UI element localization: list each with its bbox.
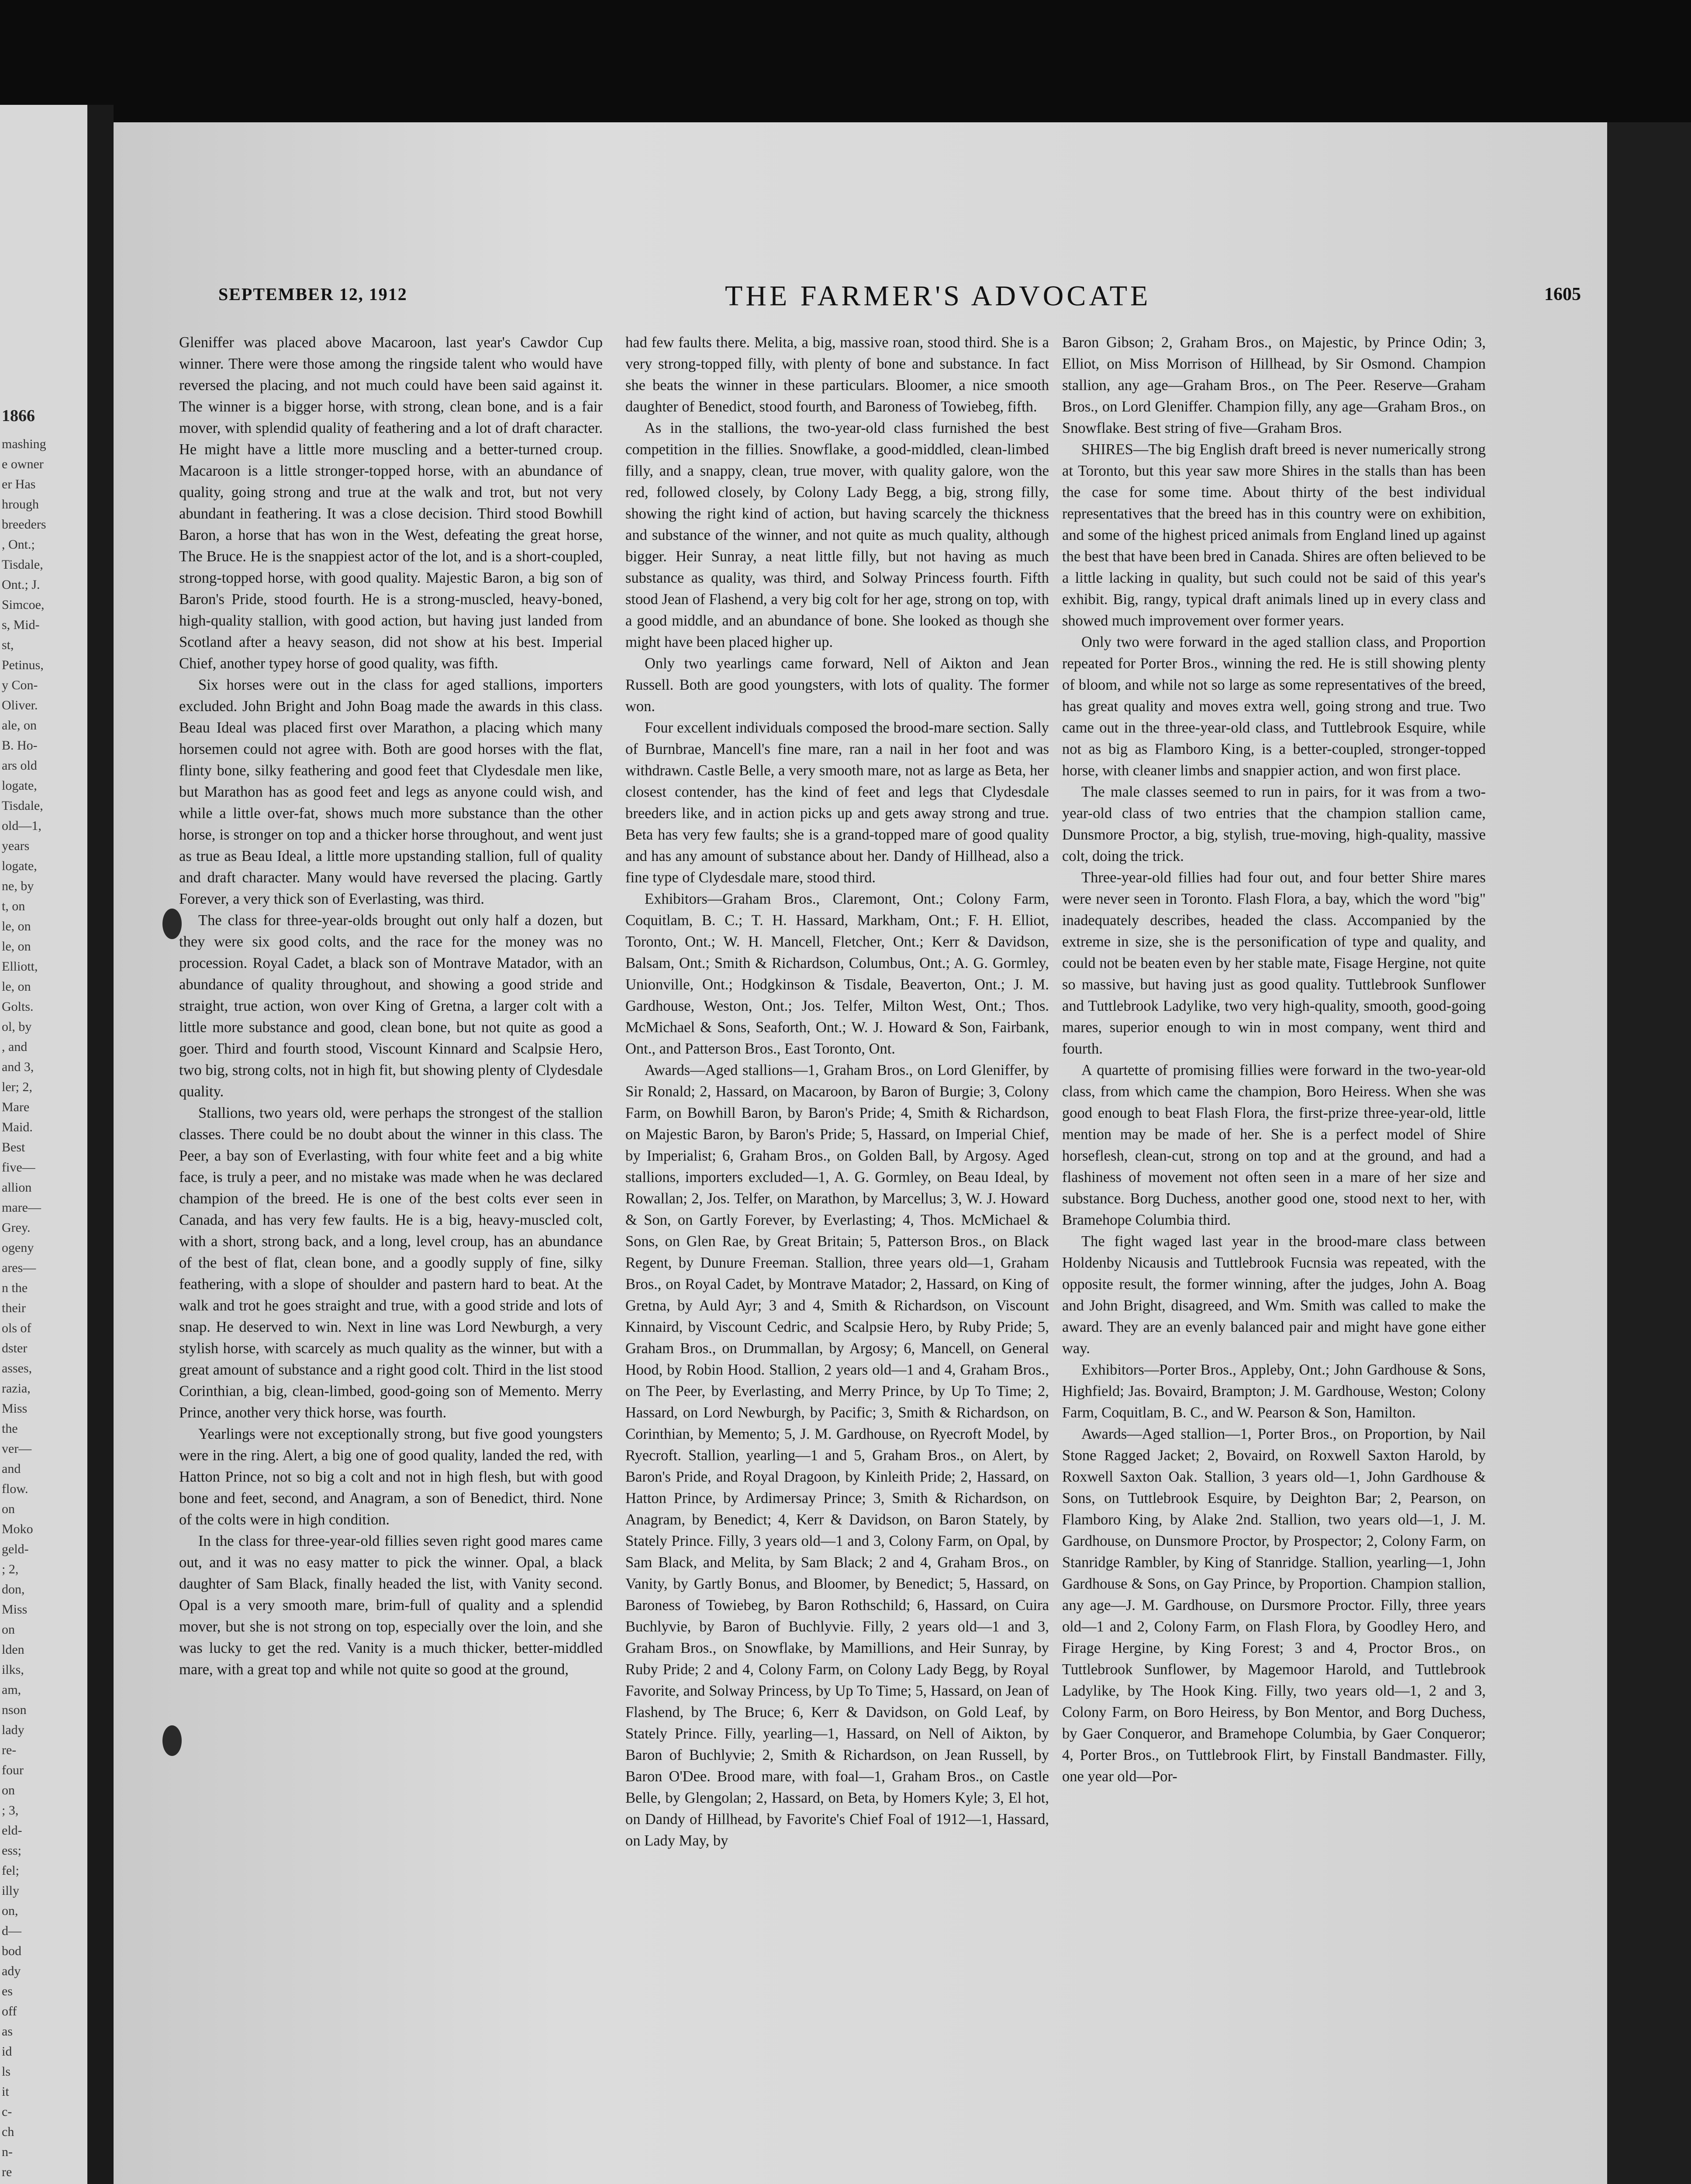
left-page-text-fragment: dster xyxy=(2,1341,28,1355)
left-page-text-fragment: years xyxy=(2,839,30,853)
paragraph: Awards—Aged stallion—1, Porter Bros., on Proportion, by Nail Stone Ragged Jacket; 2, Bovaird, on Roxwell Saxton Harold, by Roxwell Saxton Oak. Stallion, 3 years old—1, John Gardhouse & Sons, on Tuttlebrook Esquire, by Deighton Bar; 2, Pearson, on Flamboro King, by Alake 2nd. Stallion, two years old—1, J. M. Gardhouse, on Dunsmore Proctor, by Prospector; 2, Colony Farm, on Stanridge Rambler, by King of Stanridge. Stallion, yearling—1, John Gardhouse & Sons, on Gay Prince, by Proportion. Champion stallion, any age—J. M. Gardhouse, on Dursmore Proctor. Filly, three years old—1 and 2, Colony Farm, on Flash Flora, by Goodley Hero, and Firage Hergine, by King Forest; 3 and 4, Proctor Bros., on Tuttlebrook Sunflower, by Magemoor Harold, and Tuttlebrook Ladylike, by The Hook King. Filly, two years old—1, 2 and 3, Colony Farm, on Boro Heiress, by Bon Mentor, and Borg Duchess, by Gaer Conqueror, and Bramehope Columbia, by Gaer Conqueror; 4, Porter Bros., on Tuttlebrook Flirt, by Finstall Bandmaster. Filly, one year old—Por- xyxy=(1062,1426,1486,1785)
left-page-text-fragment: on xyxy=(2,1783,15,1797)
paragraph: A quartette of promising fillies were forward in the two-year-old class, from which came the champion, Boro Heiress. When she was good enough to beat Flash Flora, the first-prize three-year-old, little mention may be made of her. She is a perfect model of Shire horseflesh, clean-cut, strong on top and at the ground, and had a flashiness of movement not often seen in a mare of her size and substance. Borg Duchess, another good one, stood next to her, with Bramehope Columbia third. xyxy=(1062,1062,1486,1228)
left-page-text-fragment: d— xyxy=(2,1924,21,1938)
left-page-text-fragment: four xyxy=(2,1763,24,1777)
left-page-text-fragment: on xyxy=(2,1502,15,1516)
left-page-text-fragment: Ont.; J. xyxy=(2,577,40,592)
left-page-text-fragment: er Has xyxy=(2,477,36,491)
left-page-text-fragment: as xyxy=(2,2024,13,2039)
left-page-text-fragment: ls xyxy=(2,2064,11,2079)
left-page-text-fragment: Simcoe, xyxy=(2,598,45,612)
left-page-text-fragment: Golts. xyxy=(2,999,34,1014)
left-page-text-fragment: it xyxy=(2,2084,9,2099)
left-page-text-fragment: st, xyxy=(2,638,14,652)
left-page-text-fragment: ilks, xyxy=(2,1662,24,1677)
left-page-text-fragment: bod xyxy=(2,1944,21,1958)
paragraph: Only two were forward in the aged stallion class, and Proportion repeated for Porter Bros., winning the red. He is still showing plenty of bloom, and while not so large as some representatives of the breed, has great quality and moves extra well, going strong and true. Two came out in the three-year-old class, and Tuttlebrook Esquire, while not as big as Flamboro King, is a better-coupled, stronger-topped horse, with cleaner limbs and snappier action, and won first place. xyxy=(1062,634,1486,779)
left-page-text-fragment: re- xyxy=(2,1743,17,1757)
left-page-text-fragment: Elliott, xyxy=(2,959,38,974)
left-page-text-fragment: y Con- xyxy=(2,678,38,692)
paragraph: Four excellent individuals composed the brood-mare section. Sally of Burnbrae, Mancell's fine mare, ran a nail in her foot and was withdrawn. Castle Belle, a very smooth mare, not as large as Beta, her closest contender, has the kind of feet and legs that Clydesdale breeders like, and in action picks up and gets away strong and true. Beta has very few faults; she is a grand-topped mare of good quality and has any amount of substance about her. Dandy of Hillhead, also a fine type of Clydesdale mare, stood third. xyxy=(625,719,1049,886)
scan-border-right xyxy=(1607,122,1691,2184)
paragraph: Exhibitors—Graham Bros., Claremont, Ont.; Colony Farm, Coquitlam, B. C.; T. H. Hassard, Markham, Ont.; F. H. Elliot, Toronto, Ont.; W. H. Mancell, Fletcher, Ont.; Kerr & Davidson, Balsam, Ont.; Smith & Richardson, Columbus, Ont.; A. G. Gormley, Unionville, Ont.; Hodgkinson & Tisdale, Beaverton, Ont.; J. M. Gardhouse, Weston, Ont.; Jos. Telfer, Milton West, Ont.; Thos. McMichael & Sons, Seaforth, Ont.; W. J. Howard & Son, Fairbank, Ont., and Patterson Bros., East Toronto, Ont. xyxy=(625,891,1049,1057)
paragraph: had few faults there. Melita, a big, massive roan, stood third. She is a very strong-topped filly, with plenty of bone and substance. In fact she beats the winner in these particulars. Bloomer, a nice smooth daughter of Benedict, stood fourth, and Baroness of Towiebeg, fifth. xyxy=(625,334,1049,415)
left-page-text-fragment: ady xyxy=(2,1964,21,1978)
left-page-text-fragment: id xyxy=(2,2044,12,2059)
left-page-text-fragment: logate, xyxy=(2,859,37,873)
left-page-text-fragment: their xyxy=(2,1301,26,1315)
left-page-text-fragment: ars old xyxy=(2,758,37,773)
left-page-text-fragment: le, on xyxy=(2,939,31,954)
article-column-3 xyxy=(1062,332,1486,2184)
paragraph: The class for three-year-olds brought out only half a dozen, but they were six good colts, and the race for the money was no procession. Royal Cadet, a black son of Montrave Matador, with an abundance of quality throughout, and showing a good stride and straight, true action, won over King of Gretna, a larger colt with a little more substance and good, clean bone, but not quite as good a goer. Third and fourth stood, Viscount Kinnard and Scalpsie Hero, two big, strong colts, not in high fit, but showing plenty of Clydesdale quality. xyxy=(179,912,603,1100)
book-gutter xyxy=(87,105,114,2184)
header-date: SEPTEMBER 12, 1912 xyxy=(218,284,407,304)
left-page-text-fragment: e owner xyxy=(2,457,44,471)
left-page-text-fragment: old—1, xyxy=(2,819,41,833)
left-page-text-fragment: le, on xyxy=(2,979,31,994)
left-page-text-fragment: Oliver. xyxy=(2,698,38,712)
left-page-text-fragment: Miss xyxy=(2,1602,28,1617)
paragraph: Six horses were out in the class for aged stallions, importers excluded. John Bright and John Boag made the awards in this class. Beau Ideal was placed first over Marathon, a placing which many horsemen could not agree with. Both are good horses with the flat, flinty bone, silky feathering and good feet that Clydesdale men like, but Marathon has as good feet and legs as anyone could wish, and while a little over-fat, shows much more substance than the other horse, is stronger on top and a thicker horse throughout, and went just as true as Beau Ideal, a little more upstanding stallion, full of quality and draft character. Many would have reversed the placing. Gartly Forever, a very thick son of Everlasting, was third. xyxy=(179,677,603,907)
left-page-text-fragment: on, xyxy=(2,1904,18,1918)
left-page-text-fragment: logate, xyxy=(2,778,37,793)
left-page-text-fragment: illy xyxy=(2,1883,20,1898)
left-page-text-fragment: ch xyxy=(2,2125,14,2139)
left-page-text-fragment: asses, xyxy=(2,1361,32,1375)
page-header xyxy=(218,280,1607,319)
left-page-text-fragment: ; 3, xyxy=(2,1803,19,1818)
paragraph: In the class for three-year-old fillies seven right good mares came out, and it was no easy matter to pick the winner. Opal, a black daughter of Sam Black, finally headed the list, with Vanity second. Opal is a very smooth mare, brim-full of quality and a splendid mover, but she is not strong on top, especially over the loin, and she was lucky to get the red. Vanity is a much thicker, better-middled mare, with a great top and while not quite so good at the ground, xyxy=(179,1533,603,1678)
left-page-text-fragment: am, xyxy=(2,1683,21,1697)
left-page-text-fragment: ler; 2, xyxy=(2,1080,32,1094)
left-page-text-fragment: on xyxy=(2,1622,15,1637)
left-page-number: 1866 xyxy=(2,407,35,425)
left-page-text-fragment: nson xyxy=(2,1703,27,1717)
left-page-text-fragment: Tisdale, xyxy=(2,557,43,572)
paragraph: Baron Gibson; 2, Graham Bros., on Majestic, by Prince Odin; 3, Elliot, on Miss Morrison of Hillhead, by Sir Osmond. Champion stallion, any age—Graham Bros., on The Peer. Reserve—Graham Bros., on Lord Gleniffer. Champion filly, any age—Graham Bros., on Snowflake. Best string of five—Graham Bros. xyxy=(1062,334,1486,436)
left-page-text-fragment: Best xyxy=(2,1140,25,1154)
left-page-text-fragment: le, on xyxy=(2,919,31,933)
paragraph: As in the stallions, the two-year-old class furnished the best competition in the fillies. Snowflake, a good-middled, clean-limbed filly, and a snappy, clean, true mover, with quality galore, won the red, followed closely, by Colony Lady Begg, a big, strong filly, showing the right kind of action, but having scarcely the thickness and substance of the winner, and not quite as much quality, although bigger. Heir Sunray, a neat little filly, but not having as much substance as quality, was third, and Solway Princess fourth. Fifth stood Jean of Flashend, a very big colt for her age, strong on top, with a good middle, and an abundance of bone. She looked as though she might have been placed higher up. xyxy=(625,420,1049,650)
scan-border-top xyxy=(0,0,1691,131)
left-page-text-fragment: , and xyxy=(2,1040,28,1054)
left-page-text-fragment: Maid. xyxy=(2,1120,33,1134)
paragraph: Only two yearlings came forward, Nell of Aikton and Jean Russell. Both are good youngsters, with lots of quality. The former won. xyxy=(625,655,1049,715)
left-page-text-fragment: ols of xyxy=(2,1321,31,1335)
left-page-text-fragment: B. Ho- xyxy=(2,738,38,753)
left-page-text-fragment: Petinus, xyxy=(2,658,44,672)
left-page-text-fragment: ne, by xyxy=(2,879,34,893)
left-page-text-fragment: breeders xyxy=(2,517,46,532)
paragraph: Awards—Aged stallions—1, Graham Bros., on Lord Gleniffer, by Sir Ronald; 2, Hassard, on Macaroon, by Baron of Burgie; 3, Colony Farm, on Bowhill Baron, by Baron's Pride; 4, Smith & Richardson, on Majestic Baron, by Baron's Pride; 5, Hassard, on Imperial Chief, by Imperialist; 6, Graham Bros., on Golden Ball, by Argosy. Aged stallions, importers excluded—1, A. G. Gormley, on Beau Ideal, by Rowallan; 2, Jos. Telfer, on Marathon, by Marcellus; 3, W. J. Howard & Son, on Gartly Forever, by Everlasting; 4, Thos. McMichael & Sons, on Glen Rae, by Great Britain; 5, Patterson Bros., on Black Regent, by Dunure Freeman. Stallion, three years old—1, Graham Bros., on Royal Cadet, by Montrave Matador; 2, Hassard, on King of Gretna, by Auld Ayr; 3 and 4, Smith & Richardson, on Viscount Kinnaird, by Viscount Cedric, and Scalpsie Hero, by Ruby Pride; 5, Graham Bros., on Drummallan, by Argosy; 6, Mancell, on General Hood, by Robin Hood. Stallion, 2 years old—1 and 4, Graham Bros., on The Peer, by Everlasting, and Merry Prince, by Up To Time; 2, Hassard, on Lord Newburgh, by Pacific; 3, Smith & Richardson, on Corinthian, by Memento; 5, J. M. Gardhouse, on Ryecroft Model, by Ryecroft. Stallion, yearling—1 and 5, Graham Bros., on Alert, by Baron's Pride, and Royal Dragoon, by Kinleith Pride; 2, Hassard, on Hatton Prince, by Ardimersay Prince; 3, Smith & Richardson, on Anagram, by Benedict; 4, Kerr & Davidson, on Baron Stately, by Stately Prince. Filly, 3 years old—1 and 3, Colony Farm, on Opal, by Sam Black, and Melita, by Sam Black; 2 and 4, Graham Bros., on Vanity, by Gartly Bonus, and Bloomer, by Benedict; 5, Hassard, on Baroness of Towiebeg, by Baron Rothschild; 6, Hassard, on Cuira Buchlyvie, by Baron of Buchlyvie. Filly, 2 years old—1 and 3, Graham Bros., on Snowflake, by Mamillions, and Heir Sunray, by Ruby Pride; 2 and 4, Colony Farm, on Colony Lady Begg, by Royal Favorite, and Solway Princess, by Up To Time; 5, Hassard, on Jean of Flashend, by The Bruce; 6, Kerr & Davidson, on Gold Leaf, by Stately Prince. Filly, yearling—1, Hassard, on Nell of Aikton, by Baron of Buchlyvie; 2, Smith & Richardson, on Jean Russell, by Baron O'Dee. Brood mare, with foal—1, Graham Bros., on Castle Belle, by Glengolan; 2, Hassard, on Beta, by Homers Kyle; 3, El hot, on Dandy of Hillhead, by Favorite's Chief Foal of 1912—1, Hassard, on Lady May, by xyxy=(625,1062,1049,1849)
masthead-title: THE FARMER'S ADVOCATE xyxy=(725,280,1151,312)
left-page-text-fragment: hrough xyxy=(2,497,39,511)
left-page-text-fragment: lden xyxy=(2,1642,24,1657)
left-page-text-fragment: n the xyxy=(2,1281,28,1295)
left-page-text-fragment: ; 2, xyxy=(2,1562,19,1576)
left-page-text-fragment: s, Mid- xyxy=(2,618,40,632)
left-page-fragment xyxy=(0,105,87,2184)
left-page-text-fragment: ogeny xyxy=(2,1241,34,1255)
paragraph: Exhibitors—Porter Bros., Appleby, Ont.; John Gardhouse & Sons, Highfield; Jas. Bovaird, Brampton; J. M. Gardhouse, Weston; Colony Farm, Coquitlam, B. C., and W. Pearson & Son, Hamilton. xyxy=(1062,1362,1486,1421)
left-page-text-fragment: Grey. xyxy=(2,1220,31,1235)
left-page-text-fragment: , Ont.; xyxy=(2,537,35,552)
left-page-text-fragment: re xyxy=(2,2165,12,2179)
left-page-text-fragment: allion xyxy=(2,1180,32,1195)
paragraph: The fight waged last year in the brood-mare class between Holdenby Nicausis and Tuttlebrook Fucnsia was repeated, with the opposite result, the former winning, after the judges, John A. Boag and John Bright, disagreed, and Wm. Smith was called to make the award. They are an evenly balanced pair and might have gone either way. xyxy=(1062,1233,1486,1357)
paragraph: The male classes seemed to run in pairs, for it was from a two-year-old class of two entries that the champion stallion came, Dunsmore Proctor, a big, stylish, true-moving, high-quality, massive colt, doing the trick. xyxy=(1062,784,1486,864)
left-page-text-fragment: ares— xyxy=(2,1261,36,1275)
left-page-text-fragment: Moko xyxy=(2,1522,33,1536)
left-page-text-fragment: don, xyxy=(2,1582,25,1597)
left-page-text-fragment: ess; xyxy=(2,1843,21,1858)
left-page-text-fragment: ol, by xyxy=(2,1019,32,1034)
left-page-text-fragment: geld- xyxy=(2,1542,29,1556)
left-page-text-fragment: ale, on xyxy=(2,718,37,733)
left-page-text-fragment: lady xyxy=(2,1723,24,1737)
paragraph: Gleniffer was placed above Macaroon, last year's Cawdor Cup winner. There were those among the ringside talent who would have reversed the placing, and not much could have been said against it. The winner is a bigger horse, with strong, clean bone, and is a fair mover, with splendid quality of feathering and a lot of draft character. He might have a little more muscling and a better-turned croup. Macaroon is a little stronger-topped horse, with an abundance of quality, going strong and true at the walk and trot, but not very abundant in feathering. It was a close decision. Third stood Bowhill Baron, a horse that has won in the West, defeating the great horse, The Bruce. He is the snappiest actor of the lot, and is a short-coupled, strong-topped horse, with good quality. Majestic Baron, a big son of Baron's Pride, stood fourth. He is a strong-muscled, heavy-boned, high-quality stallion, with good action, but having just landed from Scotland after a heavy season, did not show at his best. Imperial Chief, another typey horse of good quality, was fifth. xyxy=(179,334,603,672)
paragraph: Stallions, two years old, were perhaps the strongest of the stallion classes. There could be no doubt about the winner in this class. The Peer, a bay son of Everlasting, with four white feet and a big white face, is truly a peer, and no mistake was made when he was declared champion of the breed. He is one of the best colts ever seen in Canada, and has very few faults. He is a big, heavy-muscled colt, with a short, strong back, and a long, level croup, has an abundance of the best of flat, clean bone, and a goodly supply of fine, silky feathering, with a slope of shoulder and pastern hard to beat. At the walk and trot he goes straight and true, with a good stride and lots of snap. He deserved to win. Next in line was Lord Newburgh, a very stylish horse, with scarcely as much quality as the winner, but with a great amount of substance and a right good colt. Third in the list stood Corinthian, a big, clean-limbed, good-going son of Memento. Merry Prince, another very thick horse, was fourth. xyxy=(179,1105,603,1421)
left-page-text-fragment: eld- xyxy=(2,1823,22,1838)
left-page-text-fragment: c- xyxy=(2,2105,12,2119)
article-column-2 xyxy=(625,332,1049,2184)
article-column-1 xyxy=(179,332,603,2184)
left-page-text-fragment: and xyxy=(2,1462,21,1476)
paragraph: Yearlings were not exceptionally strong, but five good youngsters were in the ring. Alert, a big one of good quality, landed the red, with Hatton Prince, not so big a colt and not in high flesh, but with good bone and feet, second, and Anagram, a son of Benedict, third. None of the colts were in high condition. xyxy=(179,1426,603,1528)
left-page-text-fragment: Miss xyxy=(2,1401,28,1416)
left-page-text-fragment: razia, xyxy=(2,1381,31,1396)
left-page-text-fragment: es xyxy=(2,1984,13,1998)
header-page-number: 1605 xyxy=(1544,284,1581,304)
paragraph: SHIRES—The big English draft breed is never numerically strong at Toronto, but this year saw more Shires in the stalls than has been the case for some time. About thirty of the best individual representatives that the breed has in this country were on exhibition, and some of the highest priced animals from England lined up against the best that have been bred in Canada. Shires are often believed to be a little lacking in quality, but such could not be said of this year's exhibit. Big, rangy, typical draft animals lined up in every class and showed much improvement over former years. xyxy=(1062,441,1486,629)
left-page-text-fragment: the xyxy=(2,1421,18,1436)
left-page-text-fragment: ver— xyxy=(2,1441,32,1456)
left-page-text-fragment: flow. xyxy=(2,1482,28,1496)
left-page-text-fragment: mare— xyxy=(2,1200,41,1215)
left-page-text-fragment: off xyxy=(2,2004,17,2018)
left-page-text-fragment: n- xyxy=(2,2145,13,2159)
left-page-text-fragment: fel; xyxy=(2,1863,19,1878)
paragraph: Three-year-old fillies had four out, and four better Shire mares were never seen in Toronto. Flash Flora, a bay, which the word "big" inadequately describes, headed the class. Accompanied by the extreme in size, she is the personification of type and quality, and could not be beaten even by her stable mate, Fisage Hergine, not quite so massive, but having just as good quality. Tuttlebrook Sunflower and Tuttlebrook Ladylike, two very high-quality, smooth, good-going mares, superior enough to win in most company, went third and fourth. xyxy=(1062,869,1486,1057)
left-page-text-fragment: t, on xyxy=(2,899,25,913)
left-page-text-fragment: and 3, xyxy=(2,1060,34,1074)
left-page-text-fragment: Mare xyxy=(2,1100,30,1114)
left-page-text-fragment: Tisdale, xyxy=(2,798,43,813)
left-page-text-fragment: five— xyxy=(2,1160,35,1175)
left-page-text-fragment: mashing xyxy=(2,437,46,451)
